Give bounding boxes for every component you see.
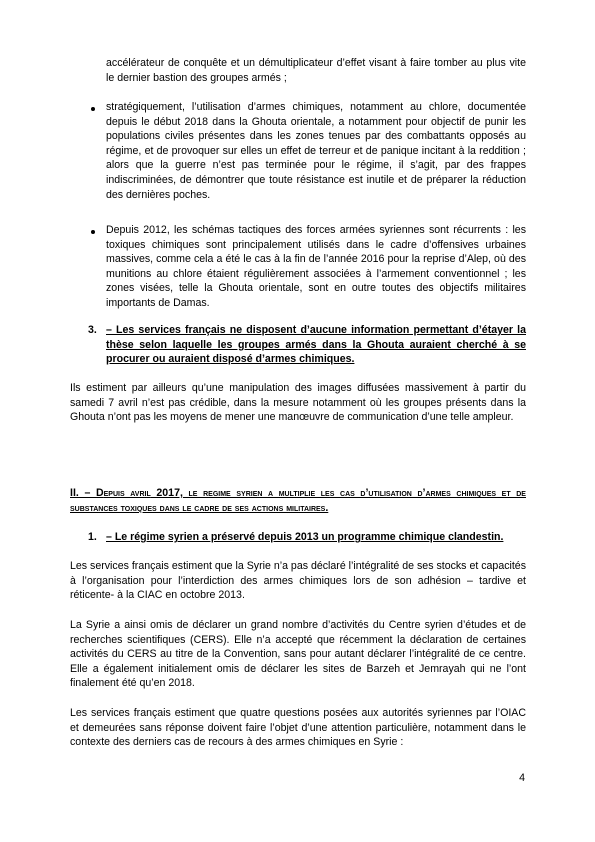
intro-continuation: accélérateur de conquête et un démultiplicateur d’effet visant à faire tomber au plus vite le dernier bastion des groupes armés ; xyxy=(106,57,526,84)
paragraph-stocks: Les services français estiment que la Syrie n’a pas déclaré l’intégralité de ses stocks et capacités à l’organisation pour l’interdiction des armes chimiques lors de son adhésion – tardive et réticente- à la CIAC en octobre 2013. xyxy=(70,560,526,602)
section-2-sc1: epuis avril xyxy=(103,487,151,499)
point-1-number: 1. xyxy=(88,531,97,543)
paragraph-images: Ils estiment par ailleurs qu’une manipulation des images diffusées massivement à partir du samedi 7 avril n’est pas crédible, dans la mesure notamment où les groupes présents dans la Ghouta n’ont pas les moyens de mener une manœuvre de communication d’une telle ampleur. xyxy=(70,382,526,424)
section-2-prefix: II. – D xyxy=(70,487,104,499)
point-3-heading: – Les services français ne disposent d’aucune information permettant d’étayer la thèse selon laquelle les groupes armés dans la Ghouta auraient cherché à se procurer ou auraient disposé d’armes chimiques. xyxy=(106,324,526,366)
section-2-year: 2017, xyxy=(150,487,183,499)
section-2-sc2: le regime syrien a multiplie les cas d’utilisation d’armes chimiques et de substances toxiques dans le cadre de ses actions militaires. xyxy=(70,487,526,514)
paragraph-cers: La Syrie a ainsi omis de déclarer un grand nombre d’activités du Centre syrien d’études et de recherches scientifiques (CERS). Elle n’a accepté que récemment la déclaration de certaines activités du CERS au titre de la Convention, sans pour autant déclarer l’intégralité de ce centre. Elle a également initialement omis de déclarer les sites de Barzeh et Jemrayah qui ne l’ont finalement été qu’en 2018. xyxy=(70,619,526,690)
bullet-marker xyxy=(91,107,95,111)
page-number: 4 xyxy=(519,772,525,784)
paragraph-questions: Les services français estiment que quatre questions posées aux autorités syriennes par l’OIAC et demeurées sans réponse doivent faire l’objet d’une attention particulière, notamment dans le contexte des derniers cas de recours à des armes chimiques en Syrie : xyxy=(70,707,526,749)
point-3-number: 3. xyxy=(88,324,97,336)
bullet-item-strategic: stratégiquement, l’utilisation d’armes chimiques, notamment au chlore, documentée depuis le début 2018 dans la Ghouta orientale, a notamment pour objectif de punir les populations civiles présentes dans les zones tenues par des combattants opposés au régime, et de provoquer sur elles un effet de terreur et de panique incitant à la reddition ; alors que la guerre n’est pas terminée pour le régime, il s’agit, par des frappes indiscriminées, de démontrer que toute résistance est inutile et de préparer la réduction des dernières poches. xyxy=(106,101,526,201)
section-2-heading xyxy=(70,486,526,515)
point-1-heading: – Le régime syrien a préservé depuis 2013 un programme chimique clandestin. xyxy=(106,531,504,543)
bullet-item-tactical: Depuis 2012, les schémas tactiques des forces armées syriennes sont récurrents : les toxiques chimiques sont principalement utilisés dans le cadre d’offensives urbaines massives, comme cela a été le cas à la fin de l’année 2016 pour la reprise d’Alep, où des munitions au chlore étaient régulièrement associées à l’armement conventionnel ; les zones visées, telle la Ghouta orientale, sont en outre toutes des objectifs militaires importants de Damas. xyxy=(106,224,526,309)
bullet-marker xyxy=(91,230,95,234)
